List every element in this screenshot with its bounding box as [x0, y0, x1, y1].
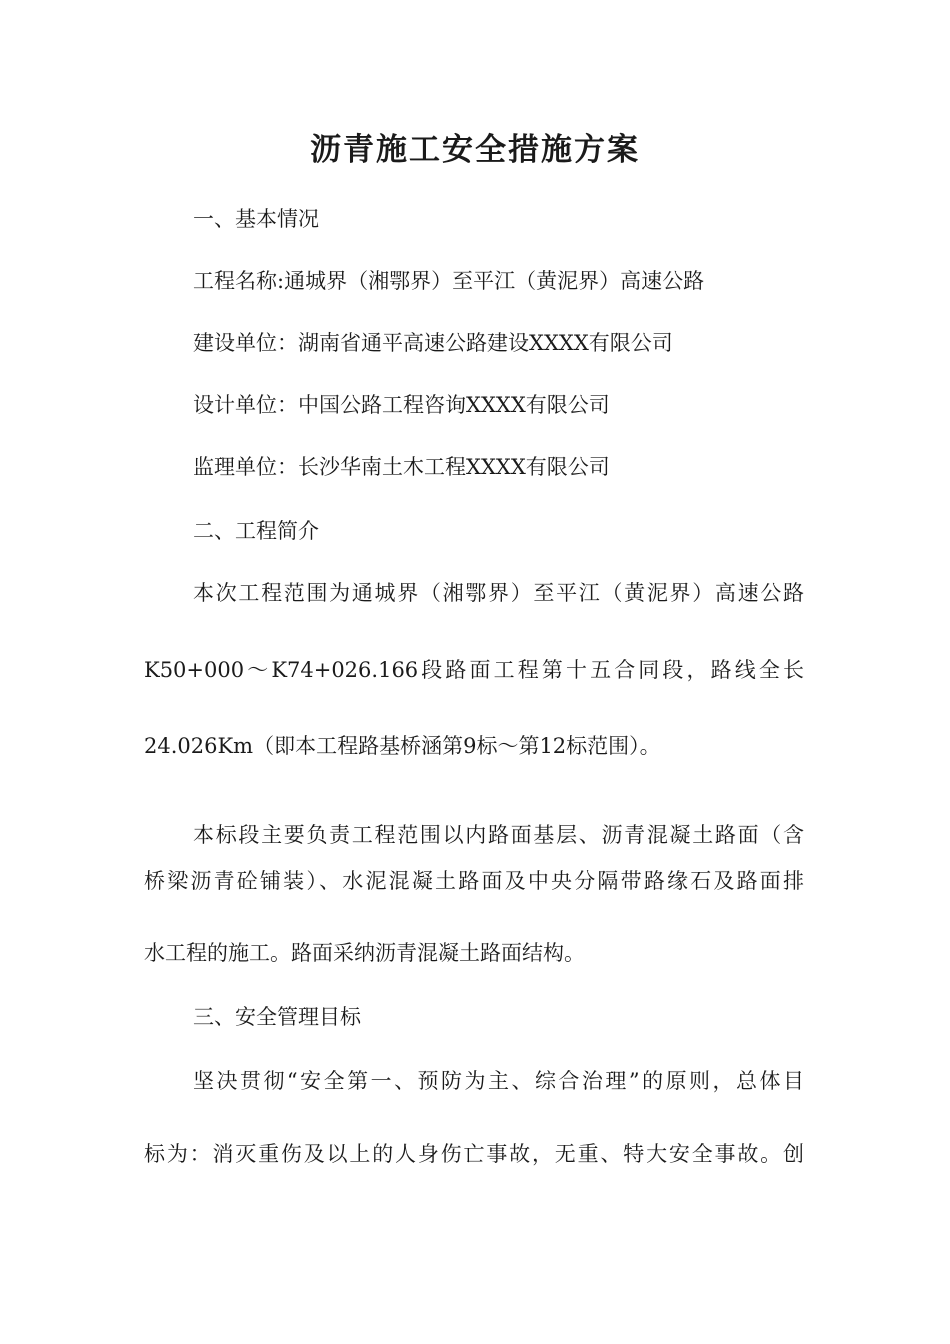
supervisor-line: 监理单位：长沙华南土木工程XXXX有限公司	[193, 455, 610, 479]
section-heading-project-intro: 二、工程简介	[193, 519, 319, 543]
designer-line: 设计单位：中国公路工程咨询XXXX有限公司	[193, 393, 610, 417]
intro-paragraph-2-line-2: 桥梁沥青砼铺装）、水泥混凝土路面及中央分隔带路缘石及路面排	[144, 869, 804, 893]
document-title: 沥青施工安全措施方案	[310, 132, 640, 168]
section-heading-basic-info: 一、基本情况	[193, 207, 319, 231]
owner-line: 建设单位：湖南省通平高速公路建设XXXX有限公司	[193, 331, 673, 355]
intro-paragraph-2-line-1: 本标段主要负责工程范围以内路面基层、沥青混凝土路面（含	[193, 823, 804, 847]
section-heading-safety-goals: 三、安全管理目标	[193, 1005, 361, 1029]
intro-paragraph-2-line-3: 水工程的施工。路面采纳沥青混凝土路面结构。	[144, 941, 585, 965]
project-name-line: 工程名称:通城界（湘鄂界）至平江（黄泥界）高速公路	[193, 269, 705, 293]
intro-paragraph-1-line-1: 本次工程范围为通城界（湘鄂界）至平江（黄泥界）高速公路	[193, 581, 804, 605]
goal-paragraph-line-2: 标为：消灭重伤及以上的人身伤亡事故，无重、特大安全事故。创	[144, 1142, 804, 1166]
goal-paragraph-line-1: 坚决贯彻“安全第一、预防为主、综合治理”的原则，总体目	[193, 1069, 804, 1093]
intro-paragraph-1-line-2: K50+000～K74+026.166段路面工程第十五合同段，路线全长	[144, 658, 804, 682]
intro-paragraph-1-line-3: 24.026Km（即本工程路基桥涵第9标～第12标范围）。	[144, 734, 661, 758]
